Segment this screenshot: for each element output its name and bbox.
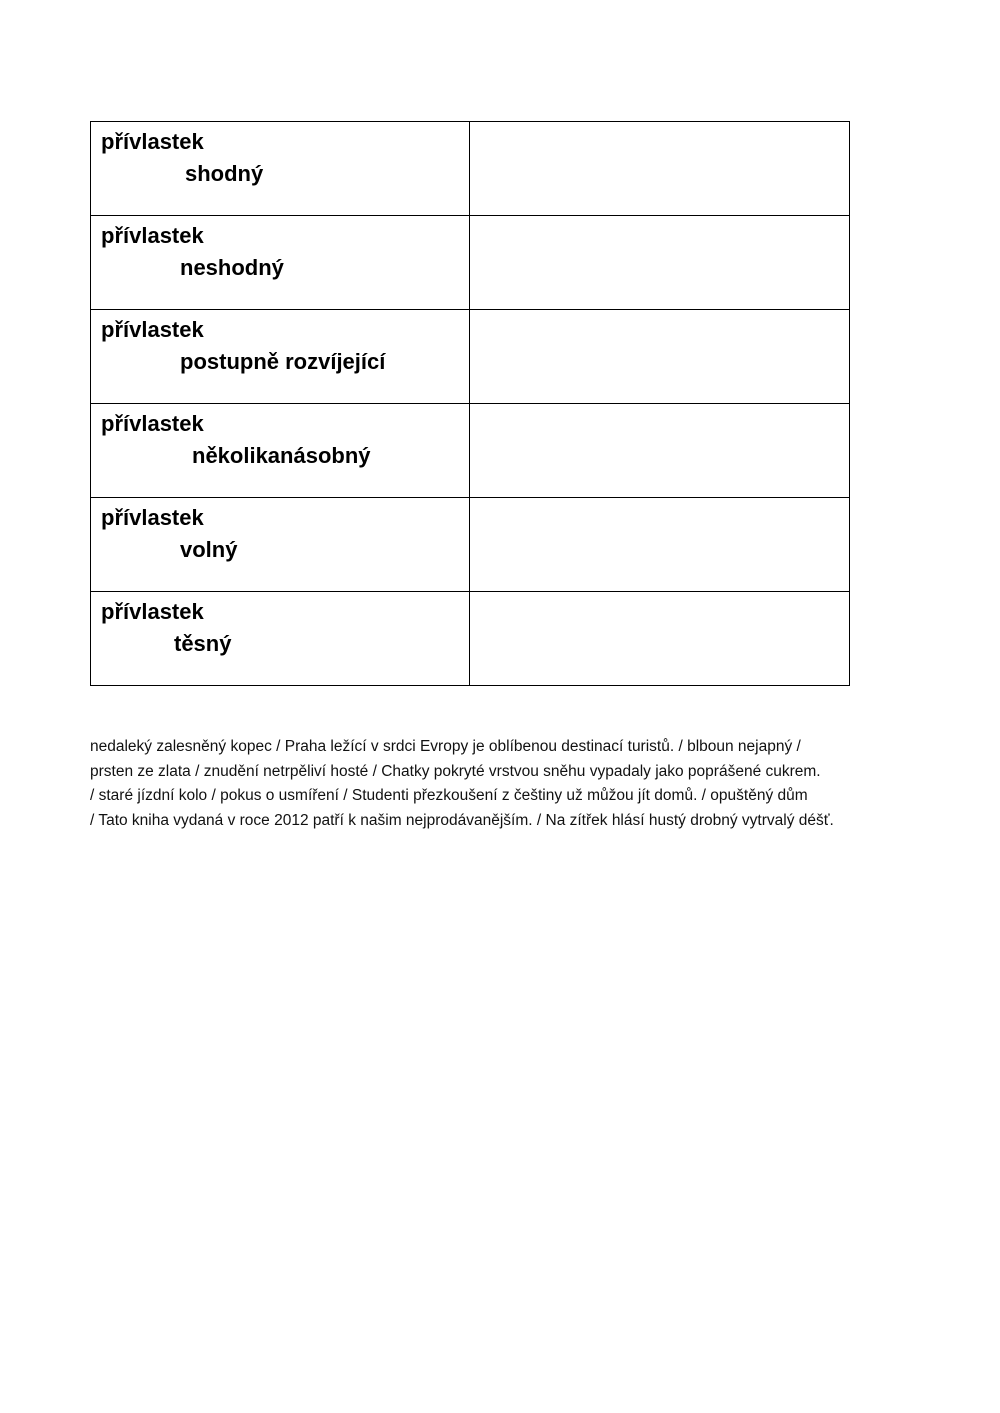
term-kind: shodný — [185, 161, 264, 186]
term-label: přívlastek — [101, 317, 204, 342]
term-label: přívlastek — [101, 505, 204, 530]
term-label: přívlastek — [101, 411, 204, 436]
term-kind: volný — [180, 537, 238, 562]
term-label: přívlastek — [101, 223, 204, 248]
table-row — [91, 592, 850, 686]
answer-cell[interactable] — [470, 216, 850, 310]
answer-cell[interactable] — [470, 404, 850, 498]
table-row — [91, 122, 850, 216]
label-cell — [91, 498, 470, 592]
term-kind: několikanásobný — [192, 443, 371, 468]
word-bank-line: prsten ze zlata / znudění netrpěliví hosté / Chatky pokryté vrstvou sněhu vypadaly jako poprášené cukrem. — [90, 762, 821, 780]
term-label: přívlastek — [101, 599, 204, 624]
label-cell — [91, 310, 470, 404]
answer-cell[interactable] — [470, 498, 850, 592]
term-kind: těsný — [174, 631, 232, 656]
word-bank-line: / Tato kniha vydaná v roce 2012 patří k našim nejprodávanějším. / Na zítřek hlásí hustý drobný vytrvalý déšť. — [90, 811, 834, 829]
term-kind: neshodný — [180, 255, 284, 280]
attribute-types-table — [90, 121, 850, 686]
table-row — [91, 216, 850, 310]
word-bank-line: / staré jízdní kolo / pokus o usmíření / Studenti přezkoušení z češtiny už můžou jít domů. / opuštěný dům — [90, 787, 808, 804]
answer-cell[interactable] — [470, 122, 850, 216]
label-cell — [91, 216, 470, 310]
label-cell — [91, 404, 470, 498]
word-bank-line: nedaleký zalesněný kopec / Praha ležící v srdci Evropy je oblíbenou destinací turistů. / blboun nejapný / — [90, 738, 801, 755]
table-row — [91, 498, 850, 592]
word-bank — [90, 735, 920, 833]
answer-cell[interactable] — [470, 592, 850, 686]
label-cell — [91, 122, 470, 216]
term-kind: postupně rozvíjející — [180, 349, 386, 374]
table-row — [91, 404, 850, 498]
term-label: přívlastek — [101, 129, 204, 154]
answer-cell[interactable] — [470, 310, 850, 404]
label-cell — [91, 592, 470, 686]
table-row — [91, 310, 850, 404]
